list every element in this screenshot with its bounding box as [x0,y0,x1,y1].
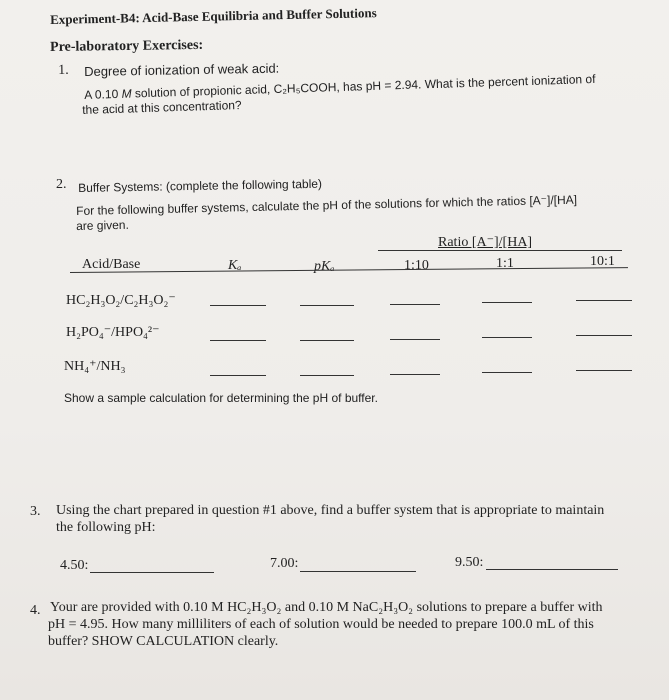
blank-acetate-r3[interactable] [576,300,632,301]
col-ratio-10-1: 10:1 [590,254,615,269]
table-header-rule [70,267,628,273]
q2-instruction-line2: are given. [76,217,130,233]
q2-instruction-line1: For the following buffer systems, calculate the pH of the solutions for which the ratios [A⁻]/[HA] [76,192,578,218]
section-subtitle: Pre-laboratory Exercises: [50,37,204,55]
ratio-header-rule [378,250,622,251]
q1-number: 1. [58,62,69,78]
blank-acetate-pka[interactable] [300,305,354,306]
q4-line2: pH = 4.95. How many milliliters of each of solution would be needed to prepare 100.0 mL of this [48,617,594,632]
q1-line1-a: A 0.10 [84,86,122,102]
q2-number: 2. [56,177,67,192]
row-label-acetate: HC₂H₃O₂/C₂H₃O₂⁻ [66,293,176,308]
blank-phosphate-r3[interactable] [576,335,632,336]
q1-line1-b: solution of propionic acid, C₂H₅COOH, has pH = 2.94. What is the percent ionization of [131,71,596,101]
blank-ammonium-r3[interactable] [576,370,632,371]
ph-9-50-blank[interactable] [486,569,618,570]
col-ratio-1-1: 1:1 [496,256,514,271]
q3-number: 3. [30,504,41,519]
blank-phosphate-ka[interactable] [210,340,266,341]
page-title: Experiment-B4: Acid-Base Equilibria and Buffer Solutions [50,5,377,27]
blank-ammonium-r1[interactable] [390,374,440,375]
row-label-ammonium: NH₄⁺/NH₃ [64,359,126,374]
blank-acetate-r2[interactable] [482,302,532,303]
q4-line3: buffer? SHOW CALCULATION clearly. [48,634,279,649]
blank-acetate-ka[interactable] [210,305,266,306]
q1-heading: Degree of ionization of weak acid: [84,60,280,79]
ratio-header: Ratio [A⁻]/[HA] [438,235,533,250]
q4-number: 4. [30,603,41,618]
blank-ammonium-ka[interactable] [210,375,266,376]
q3-line2: the following pH: [56,520,156,535]
blank-phosphate-pka[interactable] [300,340,354,341]
blank-acetate-r1[interactable] [390,304,440,305]
sample-calculation-prompt: Show a sample calculation for determining the pH of buffer. [64,391,378,405]
blank-ammonium-pka[interactable] [300,375,354,376]
ph-4-50-blank[interactable] [90,572,214,573]
row-label-phosphate: H₂PO₄⁻/HPO₄²⁻ [66,325,160,340]
col-ratio-1-10: 1:10 [404,258,429,273]
q4-line1: Your are provided with 0.10 M HC₂H₃O₂ and 0.10 M NaC₂H₃O₂ solutions to prepare a buffer with [50,600,603,615]
ph-4-50-label: 4.50: [60,558,89,573]
blank-ammonium-r2[interactable] [482,372,532,373]
col-acid-base: Acid/Base [82,257,141,272]
q3-line1: Using the chart prepared in question #1 above, find a buffer system that is appropriate to maintain [56,503,605,518]
ph-7-00-label: 7.00: [270,556,299,571]
q1-question-line2: the acid at this concentration? [82,97,242,117]
ph-7-00-blank[interactable] [300,571,416,572]
blank-phosphate-r1[interactable] [390,339,440,340]
q2-heading: Buffer Systems: (complete the following table) [78,176,323,195]
col-pka: pKₐ [314,259,335,274]
ph-9-50-label: 9.50: [455,555,484,570]
col-ka: Kₐ [228,258,242,273]
blank-phosphate-r2[interactable] [482,337,532,338]
q1-molarity-symbol: M [121,86,132,101]
